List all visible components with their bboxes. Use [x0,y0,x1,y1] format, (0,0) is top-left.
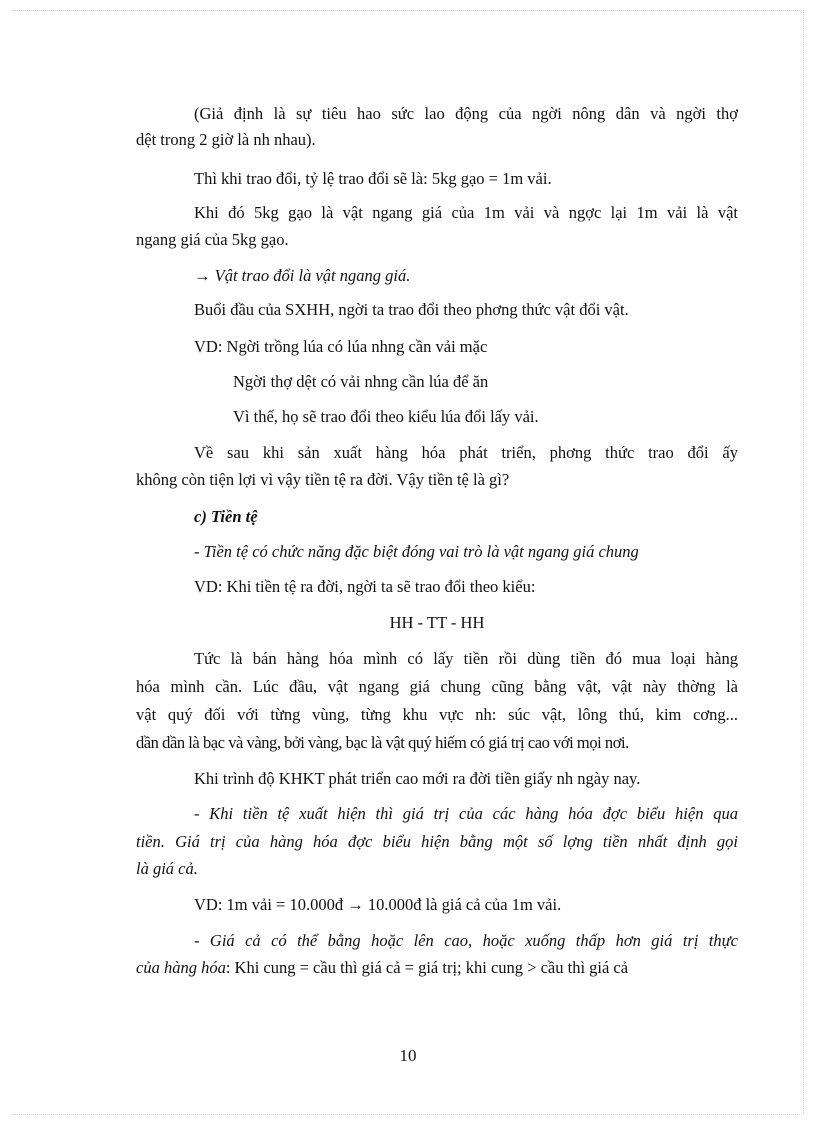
example-line: VD: 1m vải = 10.000đ → 10.000đ là giá cả của 1m vải. [194,895,562,914]
page-frame-right [803,10,804,1115]
definition-line: - Tiền tệ có chức năng đặc biệt đóng vai trò là vật ngang giá chung [194,542,639,561]
section-heading: c) Tiền tệ [194,507,258,526]
text-fragment: : Khi cung = cầu thì giá cả = giá trị; khi cung > cầu thì giá cả [225,958,629,977]
formula-line: HH - TT - HH [389,613,485,632]
paragraph-line: (Giả định là sự tiêu hao sức lao động của ngời nông dân và ngời thợ [194,104,738,123]
paragraph-line: dệt trong 2 giờ là nh nhau). [136,130,316,149]
italic-paragraph-line: - Giá cả có thể bằng hoặc lên cao, hoặc xuống thấp hơn giá trị thực [194,931,738,950]
page-frame-top [12,10,804,11]
page-number: 10 [399,1046,417,1065]
paragraph-line: Tức là bán hàng hóa mình có lấy tiền rồi dùng tiền đó mua loại hàng [194,649,738,668]
example-line: VD: Ngời trồng lúa có lúa nhng cần vải mặc [194,337,488,356]
italic-paragraph-line: - Khi tiền tệ xuất hiện thì giá trị của các hàng hóa đợc biểu hiện qua [194,804,738,823]
paragraph-line: Buổi đầu của SXHH, ngời ta trao đổi theo phơng thức vật đổi vật. [194,300,629,319]
paragraph-line [136,956,738,980]
italic-paragraph-line: là giá cả. [136,859,198,878]
example-line: Vì thế, họ sẽ trao đổi theo kiểu lúa đổi lấy vải. [233,407,539,426]
example-line: VD: Khi tiền tệ ra đời, ngời ta sẽ trao đổi theo kiểu: [194,577,536,596]
paragraph-line: dần dần là bạc và vàng, bởi vàng, bạc là vật quý hiếm có giá trị cao với mọi nơi. [136,733,629,752]
page-frame-bottom [12,1114,804,1115]
paragraph-line: không còn tiện lợi vì vậy tiền tệ ra đời. Vậy tiền tệ là gì? [136,470,510,489]
paragraph-line: Khi trình độ KHKT phát triển cao mới ra đời tiền giấy nh ngày nay. [194,769,641,788]
paragraph-line: hóa mình cần. Lúc đầu, vật ngang giá chung cũng bằng vật, vật này thờng là [136,677,738,696]
italic-fragment: của hàng hóa [136,958,226,977]
paragraph-line: Khi đó 5kg gạo là vật ngang giá của 1m vải và ngợc lại 1m vải là vật [194,203,738,222]
italic-paragraph-line: tiền. Giá trị của hàng hóa đợc biểu hiện bằng một số lợng tiền nhất định gọi [136,832,738,851]
paragraph-line: vật quý đối với từng vùng, từng khu vực nh: súc vật, lông thú, kim cơng... [136,705,738,724]
paragraph-line: Về sau khi sản xuất hàng hóa phát triển, phơng thức trao đổi ấy [194,443,738,462]
paragraph-line: ngang giá của 5kg gạo. [136,230,289,249]
paragraph-line: Thì khi trao đổi, tỷ lệ trao đổi sẽ là: 5kg gạo = 1m vải. [194,169,552,188]
example-line: Ngời thợ dệt có vải nhng cần lúa để ăn [233,372,489,391]
conclusion-line: → Vật trao đổi là vật ngang giá. [194,266,411,285]
